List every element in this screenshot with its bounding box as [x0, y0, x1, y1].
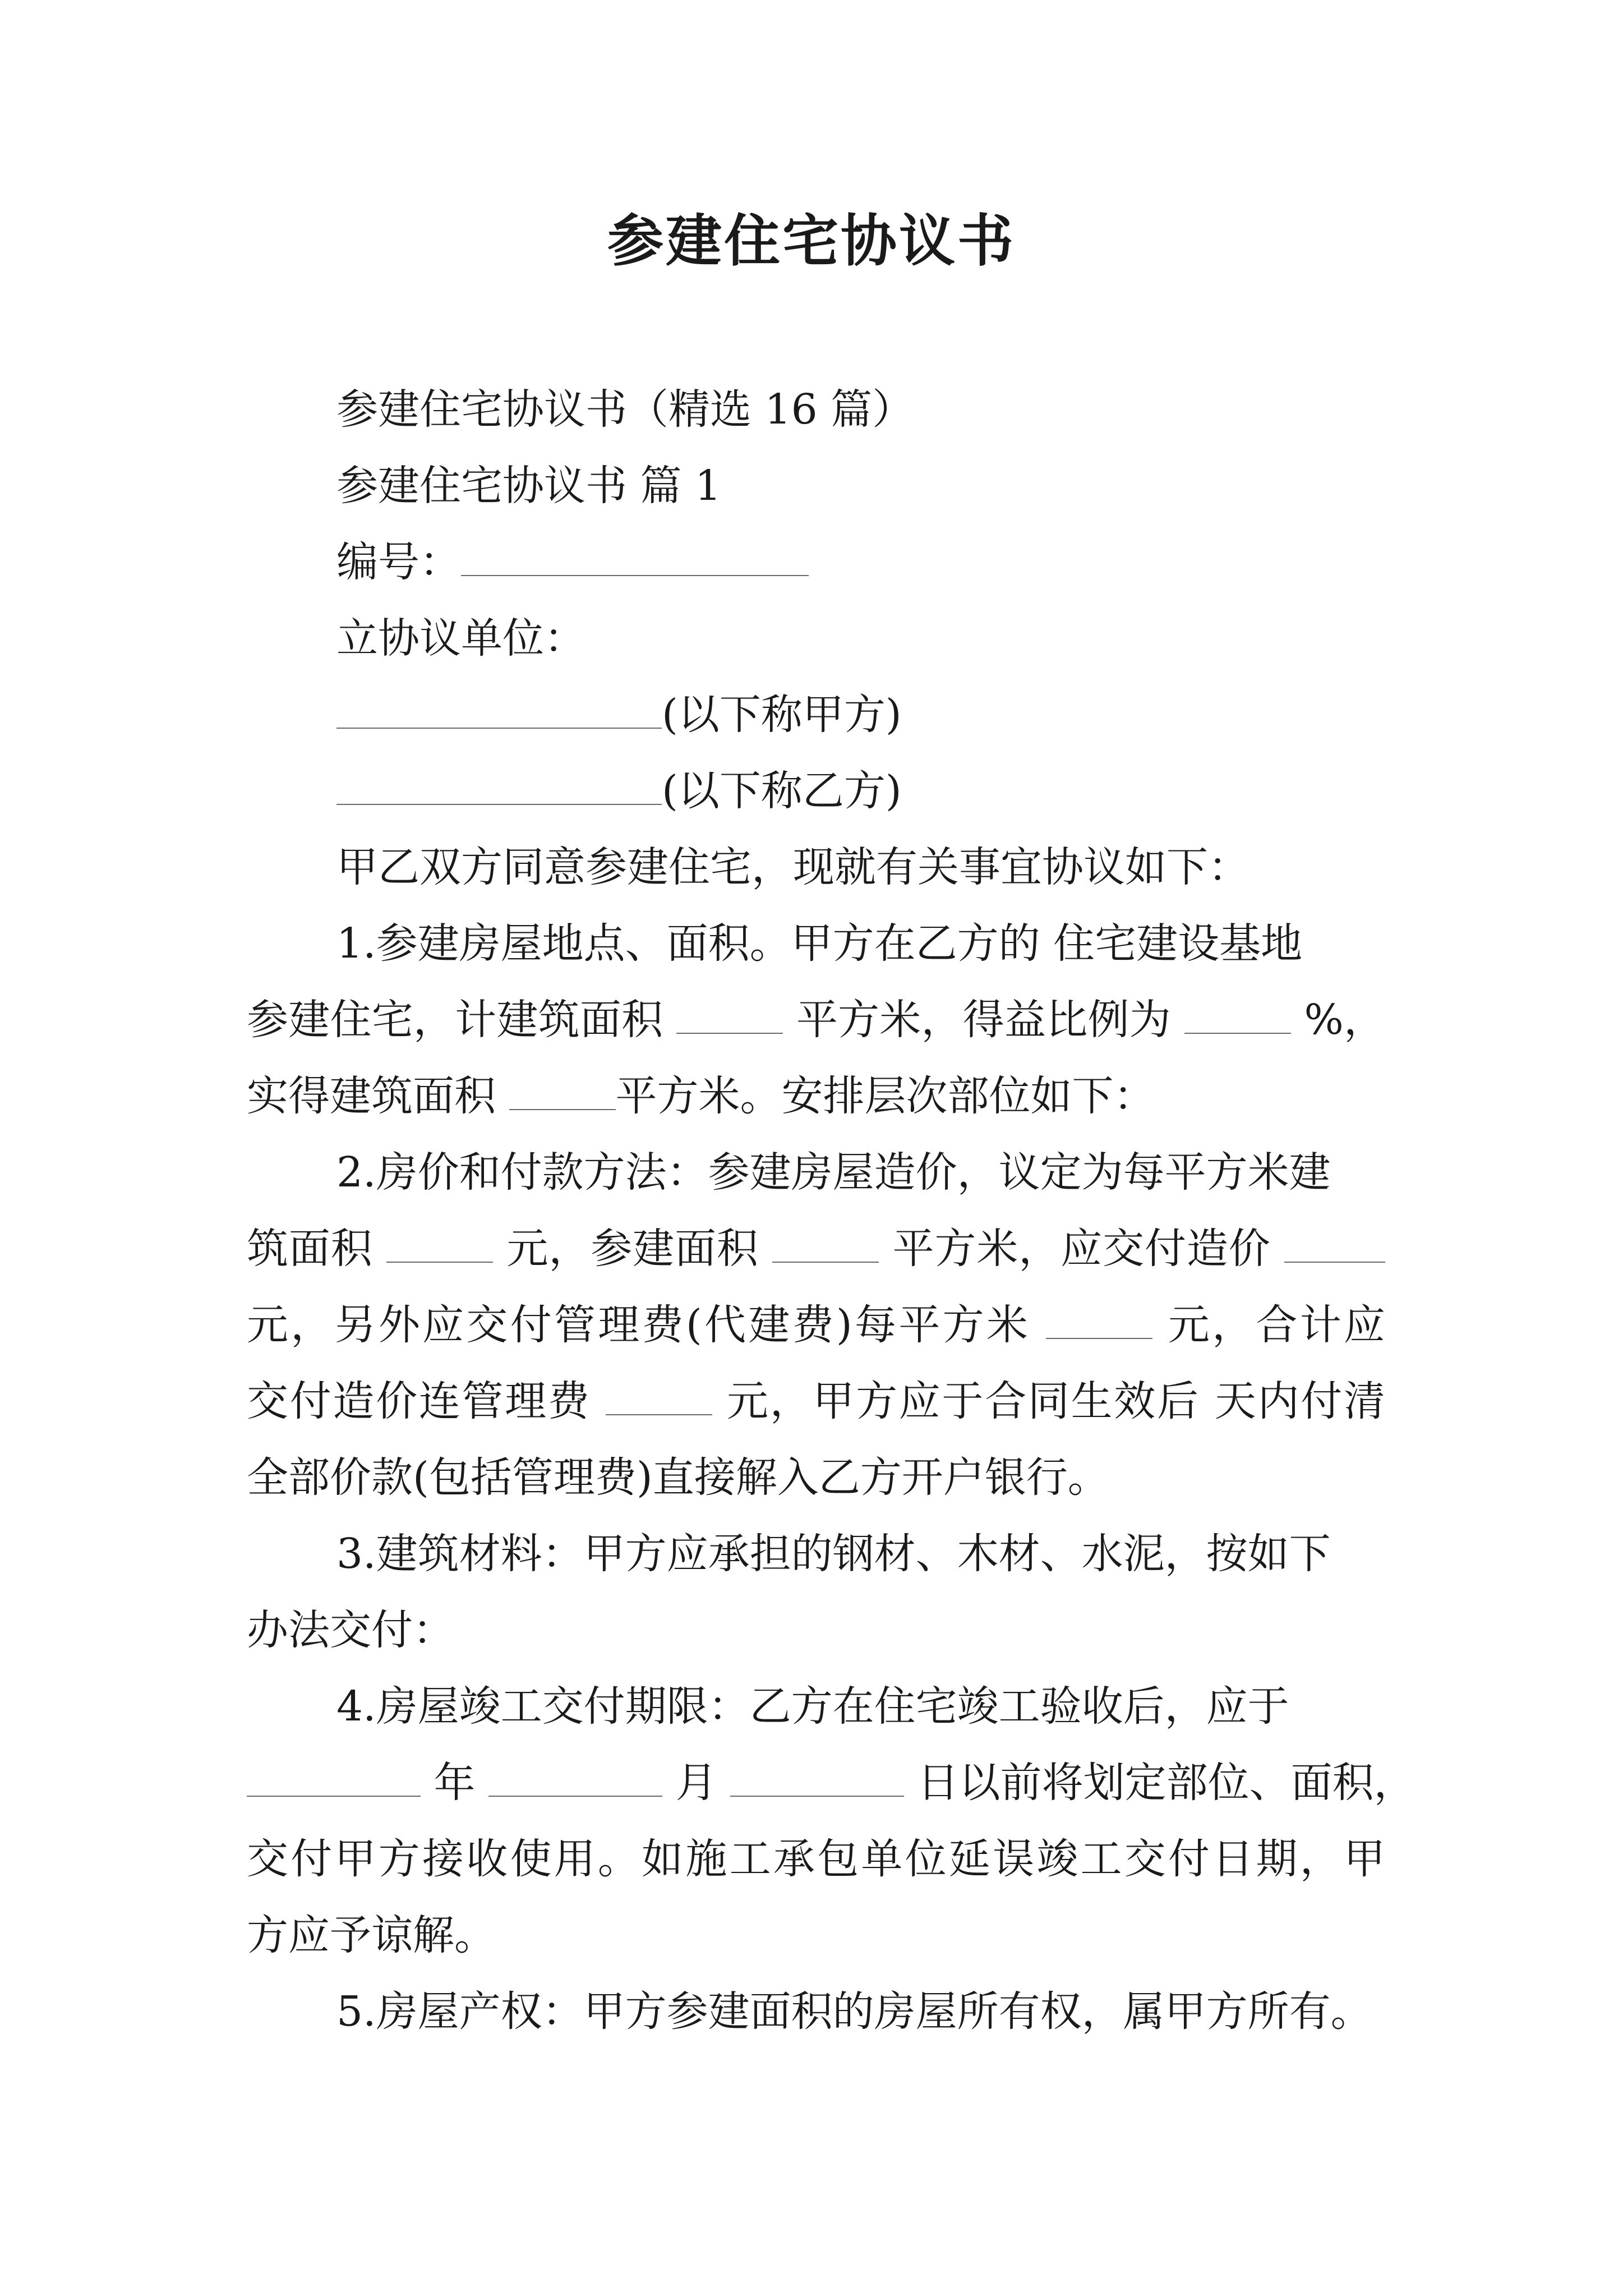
number-row	[336, 534, 809, 590]
document-title: 参建住宅协议书	[607, 208, 1016, 274]
fill-blank	[676, 998, 783, 1034]
clause2-line2	[247, 1221, 1385, 1277]
clause2-line3	[247, 1297, 1385, 1353]
clause4-text: 月	[675, 1759, 717, 1807]
fill-blank	[488, 1761, 662, 1797]
party-b-row	[336, 763, 902, 819]
fill-blank	[772, 1227, 879, 1263]
clause4-line4: 方应予谅解。	[247, 1911, 496, 1959]
clause5-line1: 5.房屋产权：甲方参建面积的房屋所有权，属甲方所有。	[336, 1987, 1372, 2036]
fill-blank	[730, 1761, 904, 1797]
clause4-text: 年	[434, 1759, 476, 1807]
clause2-text: 平方米，应交付造价	[892, 1225, 1271, 1273]
clause2-text: 筑面积	[247, 1225, 373, 1273]
intro-paragraph: 甲乙双方同意参建住宅，现就有关事宜协议如下：	[336, 843, 1249, 891]
clause1-text: %，	[1304, 996, 1386, 1044]
fill-blank	[1046, 1303, 1152, 1339]
clause3-line1: 3.建筑材料：甲方应承担的钢材、木材、水泥，按如下	[336, 1530, 1331, 1578]
party-b-label: (以下称乙方)	[662, 767, 902, 815]
clause1-text: 平方米，得益比例为	[796, 996, 1171, 1044]
fill-blank	[509, 1074, 616, 1110]
fill-blank	[606, 1379, 712, 1415]
number-blank	[461, 540, 809, 576]
clause4-line1: 4.房屋竣工交付期限：乙方在住宅竣工验收后，应于	[336, 1682, 1289, 1731]
fill-blank	[1184, 998, 1291, 1034]
clause3-line2: 办法交付：	[247, 1606, 454, 1654]
clause2-text: 元，合计应	[1168, 1301, 1385, 1349]
clause1-line3	[247, 1068, 1155, 1124]
clause2-text: 元，参建面积	[506, 1225, 759, 1273]
clause2-line5: 全部价款(包括管理费)直接解入乙方开户银行。	[247, 1453, 1109, 1502]
clause1-line2	[247, 992, 1385, 1048]
clause4-text: 日以前将划定部位、面积，	[917, 1759, 1415, 1807]
section-heading: 参建住宅协议书 篇 1	[336, 462, 722, 510]
clause2-text: 元，另外应交付管理费(代建费)每平方米	[247, 1301, 1031, 1349]
clause1-line1: 1.参建房屋地点、面积。甲方在乙方的 住宅建设基地	[336, 919, 1303, 968]
clause1-text: 平方米。安排层次部位如下：	[615, 1072, 1155, 1120]
clause1-text: 参建住宅，计建筑面积	[247, 996, 663, 1044]
clause1-text: 实得建筑面积	[247, 1072, 496, 1120]
fill-blank	[247, 1761, 421, 1797]
number-label: 编号：	[336, 538, 461, 586]
party-a-row	[336, 687, 902, 743]
clause2-line1: 2.房价和付款方法：参建房屋造价，议定为每平方米建	[336, 1148, 1331, 1197]
party-a-blank	[336, 693, 662, 729]
party-b-blank	[336, 769, 662, 805]
party-a-label: (以下称甲方)	[662, 691, 902, 739]
parties-label: 立协议单位：	[336, 614, 585, 662]
clause2-line4	[247, 1373, 1385, 1429]
clause4-line2	[247, 1755, 1415, 1811]
clause2-text: 元，甲方应于合同生效后 天内付清	[727, 1377, 1385, 1425]
document-subtitle: 参建住宅协议书（精选 16 篇）	[336, 385, 914, 434]
clause4-line3: 交付甲方接收使用。如施工承包单位延误竣工交付日期，甲	[247, 1835, 1385, 1883]
fill-blank	[1284, 1227, 1385, 1263]
clause2-text: 交付造价连管理费	[247, 1377, 591, 1425]
fill-blank	[386, 1227, 493, 1263]
